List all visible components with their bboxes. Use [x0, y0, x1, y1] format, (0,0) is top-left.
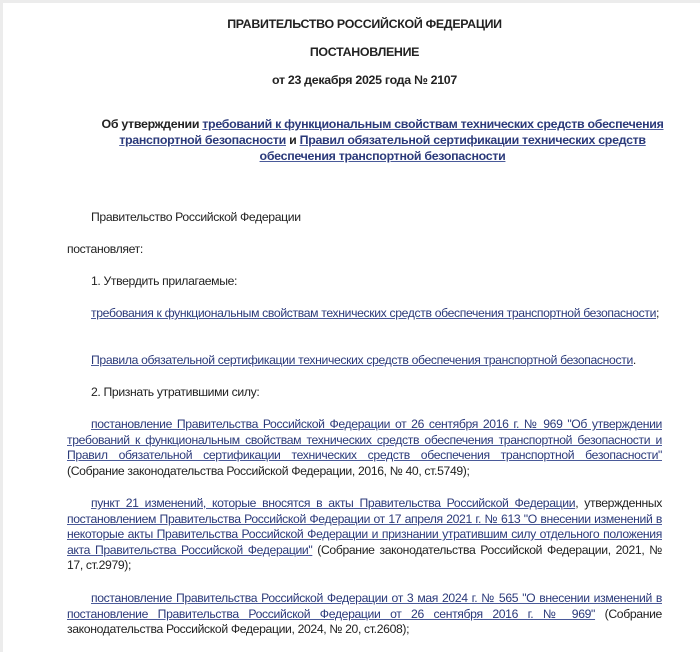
link-requirements[interactable]: требования к функциональным свойствам технических средств обеспечения транспортной безопасности	[91, 306, 657, 320]
document-title	[85, 116, 680, 164]
title-link-requirements[interactable]: требований к функциональным свойствам технических средств обеспечения транспортной безопасности	[119, 117, 664, 147]
title-conjunction: и	[285, 133, 300, 147]
link-changes-item-21[interactable]: пункт 21 изменений, которые вносятся в акты Правительства Российской Федерации	[91, 496, 576, 510]
item-1-heading: 1. Утвердить прилагаемые:	[91, 274, 238, 288]
approved-item-rules	[67, 353, 662, 369]
document-page	[3, 3, 700, 652]
repealed-item	[67, 417, 662, 479]
repealed-source: (Собрание законодательства Российской Федерации, 2021, № 17, ст.2979);	[67, 542, 662, 572]
suffix: ;	[656, 306, 660, 320]
title-link-certification-rules[interactable]: Правил обязательной сертификации технических средств обеспечения транспортной безопасности	[259, 133, 646, 163]
suffix: .	[632, 353, 636, 367]
repealed-item	[67, 591, 662, 638]
government-heading: ПРАВИТЕЛЬСТВО РОССИЙСКОЙ ФЕДЕРАЦИИ	[227, 17, 502, 31]
link-resolution-565[interactable]: постановление Правительства Российской Федерации от 3 мая 2024 г. № 565 "О внесении изменений в постановление Правительства Российской Федерации от 26 сентября 2016 г. № 969"	[67, 591, 662, 621]
document-date-number: от 23 декабря 2025 года № 2107	[271, 73, 457, 87]
intro-text: Правительство Российской Федерации	[91, 210, 301, 224]
item-2-heading: 2. Признать утратившими силу:	[91, 385, 260, 399]
link-resolution-613[interactable]: постановлением Правительства Российской Федерации от 17 апреля 2021 г. № 613 "О внесении изменений в некоторые акты Правительства Российской Федерации и признании утратившим силу отдельного положения акта Правительства Российской Федерации"	[67, 511, 662, 557]
repealed-source: (Собрание законодательства Российской Федерации, 2024, № 20, ст.2608);	[67, 606, 662, 636]
link-repealed-resolution-969[interactable]: постановление Правительства Российской Федерации от 26 сентября 2016 г. № 969 "Об утверждении требований к функциональным свойствам технических средств обеспечения транспортной безопасности и Правил обязательной сертификации технических средств обеспечения транспортной безопасности"	[67, 417, 662, 462]
repealed-middle: , утвержденных	[575, 496, 662, 510]
document-type: ПОСТАНОВЛЕНИЕ	[309, 45, 420, 59]
decides-text: постановляет:	[67, 242, 143, 256]
repealed-item	[67, 496, 662, 574]
repealed-source: (Собрание законодательства Российской Федерации, 2016, № 40, ст.5749);	[67, 463, 470, 478]
link-certification-rules[interactable]: Правила обязательной сертификации технических средств обеспечения транспортной безопасности	[91, 353, 633, 367]
title-prefix: Об утверждении	[101, 117, 203, 131]
approved-item-requirements	[67, 306, 662, 322]
